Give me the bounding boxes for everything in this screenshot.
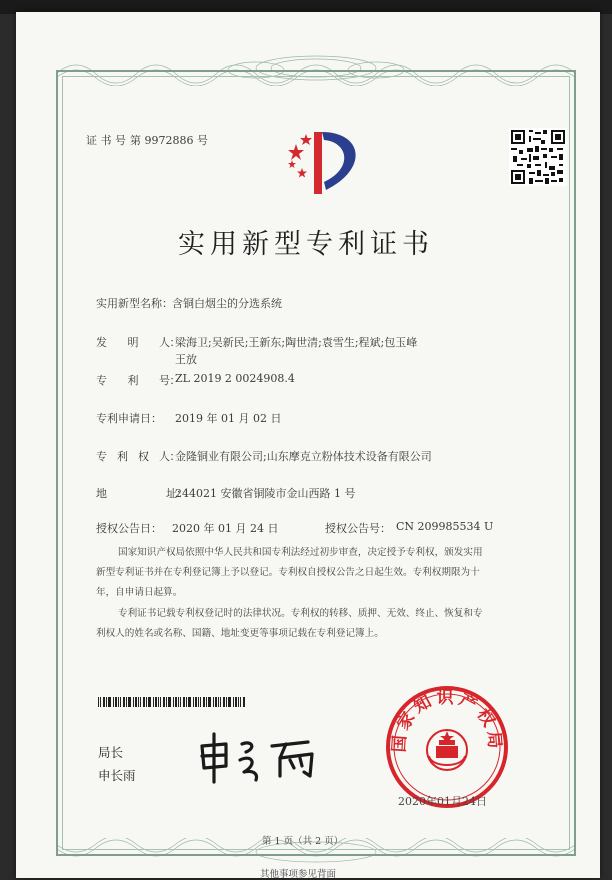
field-value-patent-number: ZL 2019 2 0024908.4 <box>175 372 295 385</box>
legal-paragraph-1 <box>96 543 566 603</box>
field-value-application-date: 2019 年 01 月 02 日 <box>175 412 282 425</box>
paragraph-1-line-1: 国家知识产权局依照中华人民共和国专利法经过初步审查，决定授予专利权，颁发实用 <box>118 547 483 558</box>
field-value-patentee: 金隆铜业有限公司;山东摩克立粉体技术设备有限公司 <box>175 450 432 463</box>
certificate-title: 实用新型专利证书 <box>178 229 434 260</box>
paragraph-2-line-2: 利权人的姓名或名称、国籍、地址变更等事项记载在专利登记簿上。 <box>96 628 384 639</box>
field-label-patentee: 专 利 权 人： <box>96 450 180 463</box>
field-label-application-date: 专利申请日： <box>96 412 162 425</box>
paragraph-1-line-3: 年，自申请日起算。 <box>96 587 183 598</box>
field-label-inventors: 发 明 人： <box>96 336 180 349</box>
qr-code-icon <box>509 128 567 186</box>
page-indicator: 第 1 页（共 2 页） <box>262 836 344 847</box>
field-value-inventors: 梁海卫;吴新民;王新东;陶世清;袁雪生;程斌;包玉峰 <box>175 336 418 349</box>
certificate-number-label: 证 书 号 <box>86 134 126 147</box>
field-label-name: 实用新型名称： <box>96 297 173 310</box>
signatory-name: 申长雨 <box>98 768 136 783</box>
field-label-grant-number: 授权公告号： <box>325 522 391 535</box>
field-value-name: 含铜白烟尘的分选系统 <box>172 297 282 310</box>
seal-date: 2020年01月24日 <box>398 795 487 808</box>
field-label-grant-date: 授权公告日： <box>96 522 162 535</box>
field-value-grant-number: CN 209985534 U <box>396 520 494 533</box>
signature-image <box>196 730 336 784</box>
patent-logo-icon <box>284 124 374 196</box>
legal-paragraph-2 <box>96 604 566 644</box>
paragraph-1-line-2: 新型专利证书并在专利登记簿上予以登记。专利权自授权公告之日起生效。专利权期限为十 <box>96 567 480 578</box>
certificate-number-value: 第 9972886 号 <box>130 134 208 147</box>
barcode-icon <box>98 697 246 707</box>
field-label-patent-number: 专 利 号： <box>96 374 180 387</box>
footer-note: 其他事项参见背面 <box>260 869 337 880</box>
signatory-title: 局长 <box>98 745 124 760</box>
field-label-address: 地 址： <box>96 487 186 500</box>
seal-text: 国家知识产权局 <box>389 687 505 753</box>
field-value-inventors-line2: 王放 <box>175 353 197 366</box>
paragraph-2-line-1: 专利证书记载专利权登记时的法律状况。专利权的转移、质押、无效、终止、恢复和专 <box>118 608 483 619</box>
official-seal-icon <box>384 684 510 810</box>
field-value-address: 244021 安徽省铜陵市金山西路 1 号 <box>175 487 356 500</box>
field-value-grant-date: 2020 年 01 月 24 日 <box>172 522 279 535</box>
